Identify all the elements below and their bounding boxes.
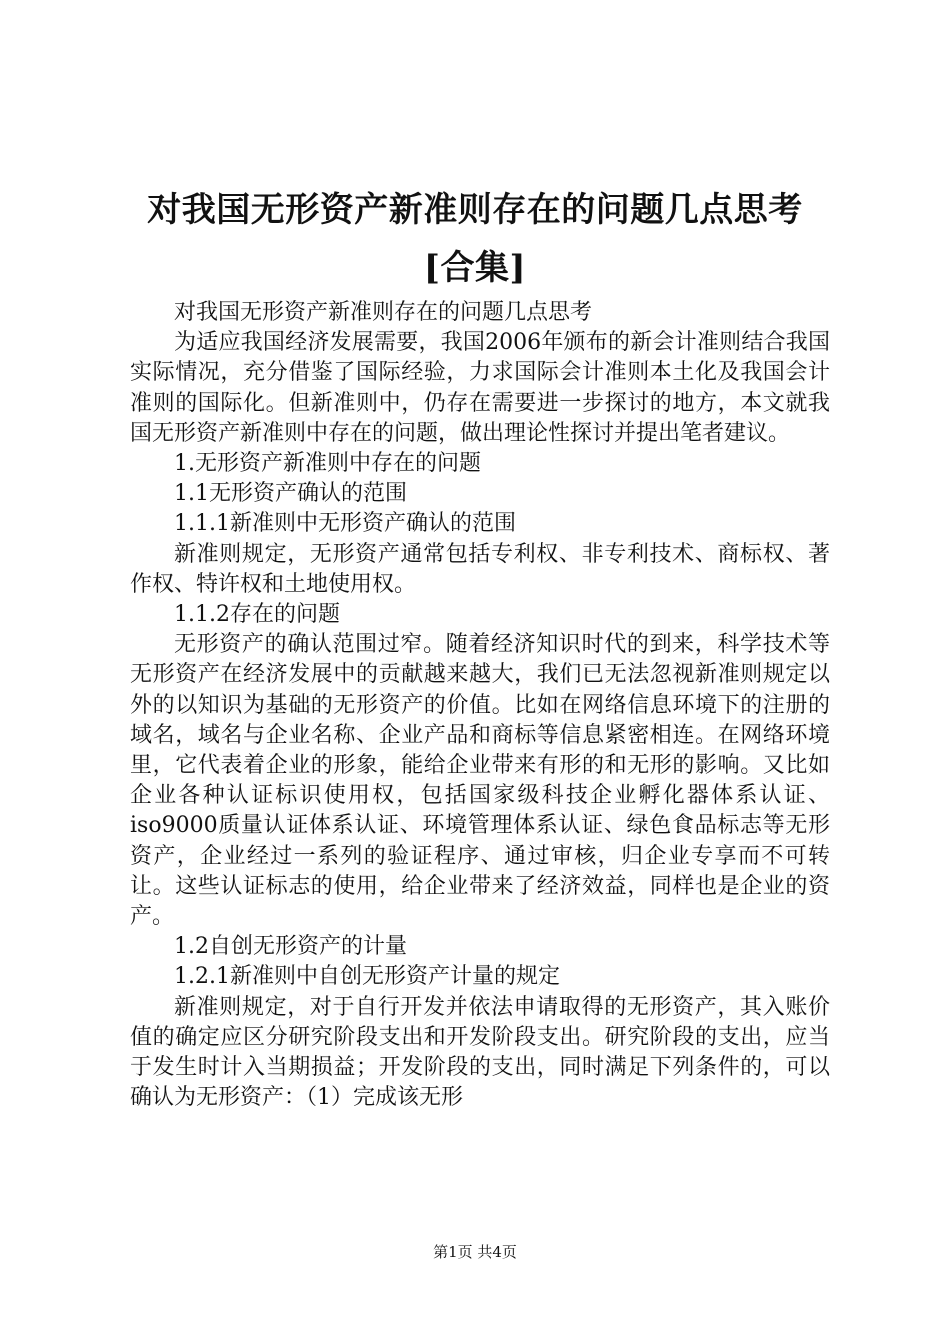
document-body <box>130 298 830 1113</box>
document-title-line-1: 对我国无形资产新准则存在的问题几点思考 <box>147 190 803 230</box>
heading-section-1-2: 1.2自创无形资产的计量 <box>174 934 407 960</box>
page-footer: 第1页 共4页 <box>433 1243 517 1261</box>
heading-section-1-1-2: 1.1.2存在的问题 <box>174 602 340 628</box>
paragraph-subtitle: 对我国无形资产新准则存在的问题几点思考 <box>174 300 593 325</box>
document-title-line-2: [合集] <box>423 248 527 288</box>
heading-section-1-1: 1.1无形资产确认的范围 <box>174 481 407 507</box>
heading-section-1: 1.无形资产新准则中存在的问题 <box>174 451 481 477</box>
heading-section-1-1-1: 1.1.1新准则中无形资产确认的范围 <box>174 511 516 537</box>
paragraph-scope-definition: 新准则规定，无形资产通常包括专利权、非专利技术、商标权、著作权、特许权和土地使用权。 <box>130 541 830 597</box>
heading-section-1-2-1: 1.2.1新准则中自创无形资产计量的规定 <box>174 964 560 990</box>
paragraph-intro: 为适应我国经济发展需要，我国2006年颁布的新会计准则结合我国实际情况，充分借鉴了国际经验，力求国际会计准则本土化及我国会计准则的国际化。但新准则中，仍存在需要进一步探讨的地方，本文就我国无形资产新准则中存在的问题，做出理论性探讨并提出笔者建议。 <box>130 330 830 446</box>
paragraph-measurement-rule: 新准则规定，对于自行开发并依法申请取得的无形资产，其入账价值的确定应区分研究阶段支出和开发阶段支出。研究阶段的支出，应当于发生时计入当期损益；开发阶段的支出，同时满足下列条件的，可以确认为无形资产：（1）完成该无形 <box>130 994 830 1111</box>
paragraph-scope-problem: 无形资产的确认范围过窄。随着经济知识时代的到来，科学技术等无形资产在经济发展中的贡献越来越大，我们已无法忽视新准则规定以外的以知识为基础的无形资产的价值。比如在网络信息环境下的注册的域名，域名与企业名称、企业产品和商标等信息紧密相连。在网络环境里，它代表着企业的形象，能给企业带来有形的和无形的影响。又比如企业各种认证标识使用权，包括国家级科技企业孵化器体系认证、iso9000质量认证体系认证、环境管理体系认证、绿色食品标志等无形资产，企业经过一系列的验证程序、通过审核，归企业专享而不可转让。这些认证标志的使用，给企业带来了经济效益，同样也是企业的资产。 <box>130 632 830 930</box>
